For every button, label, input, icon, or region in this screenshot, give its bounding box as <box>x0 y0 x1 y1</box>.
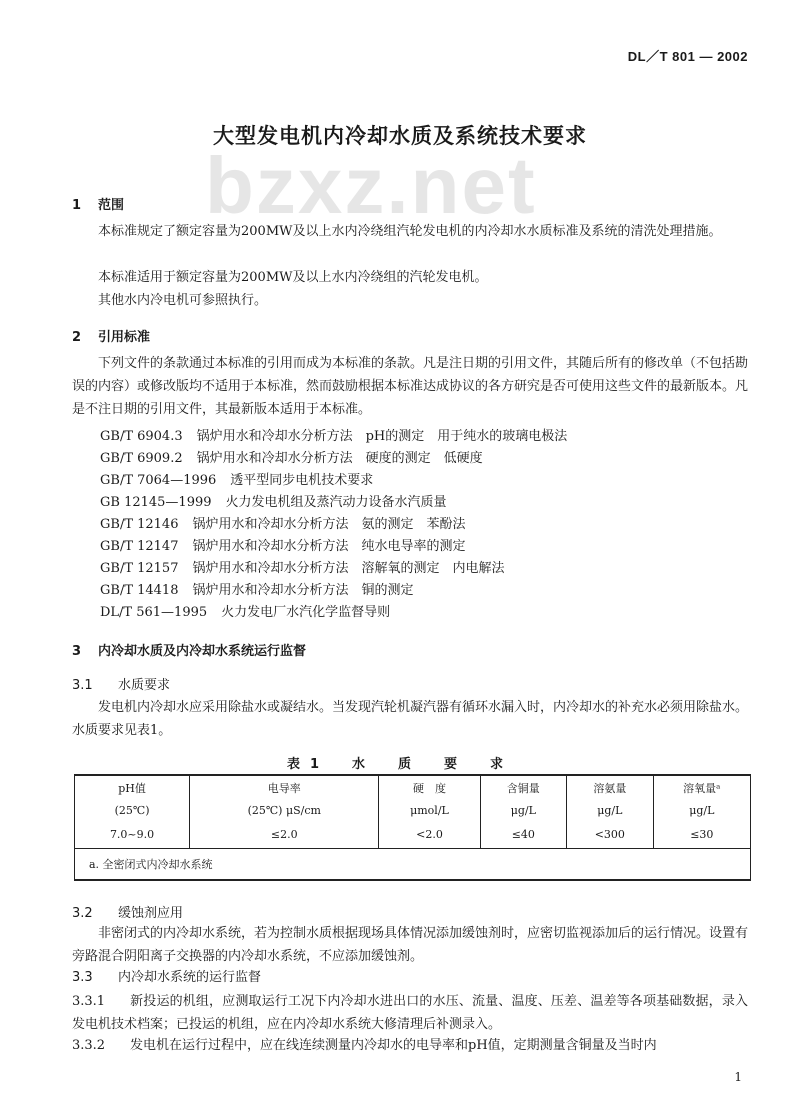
reference-item <box>100 470 373 492</box>
reference-item <box>100 448 483 470</box>
reference-code: DL/T 561—1995 <box>100 605 208 620</box>
column-header: 电导率 <box>190 775 379 800</box>
clause-3-3-2 <box>72 1034 748 1057</box>
section-1-paragraph-2: 本标准适用于额定容量为200MW及以上水内冷绕组的汽轮发电机。 <box>98 270 488 285</box>
reference-code: GB/T 6909.2 <box>100 451 183 466</box>
subsection-number: 3.1 <box>72 678 93 693</box>
reference-item <box>100 580 414 602</box>
subsection-3-1-text: 发电机内冷却水应采用除盐水或凝结水。当发现汽轮机凝汽器有循环水漏入时，内冷却水的补充水必须用除盐水。水质要求见表1。 <box>72 700 749 738</box>
subsection-title: 缓蚀剂应用 <box>118 906 184 921</box>
reference-name: 火力发电机组及蒸汽动力设备水汽质量 <box>225 495 447 510</box>
reference-code: GB/T 12147 <box>100 539 179 554</box>
column-unit: μg/L <box>567 800 654 820</box>
column-header: 溶氨量 <box>567 775 654 800</box>
column-unit: (25℃) μS/cm <box>190 800 379 820</box>
section-number: 3 <box>72 644 82 659</box>
reference-code: GB/T 12146 <box>100 517 179 532</box>
reference-name: 锅炉用水和冷却水分析方法 硬度的测定 低硬度 <box>196 451 483 466</box>
reference-name: 锅炉用水和冷却水分析方法 pH的测定 用于纯水的玻璃电极法 <box>196 429 568 444</box>
reference-item <box>100 536 466 558</box>
column-header: pH值 <box>75 775 190 800</box>
reference-item <box>100 602 390 624</box>
table-cell: ≤40 <box>480 820 567 849</box>
water-quality-table <box>74 774 751 881</box>
table-cell: ≤30 <box>653 820 750 849</box>
reference-item <box>100 558 505 580</box>
reference-code: GB/T 14418 <box>100 583 179 598</box>
column-unit: μg/L <box>653 800 750 820</box>
section-number: 1 <box>72 198 82 213</box>
table-cell: <300 <box>567 820 654 849</box>
section-2-heading <box>72 326 150 345</box>
column-header: 硬 度 <box>379 775 480 800</box>
reference-name: 锅炉用水和冷却水分析方法 纯水电导率的测定 <box>192 539 466 554</box>
clause-text: 新投运的机组，应测取运行工况下内冷却水进出口的水压、流量、温度、压差、温差等各项基础数据，录入发电机技术档案；已投运的机组，应在内冷却水系统大修清理后补测录入。 <box>72 994 748 1032</box>
reference-name: 火力发电厂水汽化学监督导则 <box>221 605 391 620</box>
table-note-row <box>75 849 751 881</box>
subsection-3-2-heading <box>72 902 183 921</box>
table-cell: <2.0 <box>379 820 480 849</box>
reference-name: 透平型同步电机技术要求 <box>230 473 374 488</box>
section-1-heading <box>72 194 124 213</box>
subsection-number: 3.3 <box>72 970 93 985</box>
reference-code: GB/T 6904.3 <box>100 429 183 444</box>
subsection-3-1-heading <box>72 674 170 693</box>
section-3-heading <box>72 640 306 659</box>
clause-3-3-1 <box>72 990 748 1036</box>
clause-number: 3.3.2 <box>72 1038 106 1053</box>
section-1-paragraph-3: 其他水内冷电机可参照执行。 <box>98 293 268 308</box>
subsection-3-3-heading <box>72 966 261 985</box>
reference-code: GB 12145—1999 <box>100 495 212 510</box>
section-title: 范围 <box>98 198 125 213</box>
column-unit: (25℃) <box>114 803 150 817</box>
subsection-title: 内冷却水系统的运行监督 <box>118 970 262 985</box>
reference-item <box>100 492 447 514</box>
table-footnote: a. 全密闭式内冷却水系统 <box>75 849 751 881</box>
subsection-title: 水质要求 <box>118 678 171 693</box>
column-unit: μmol/L <box>379 800 480 820</box>
document-title: 大型发电机内冷却水质及系统技术要求 <box>213 124 587 148</box>
table-cell: ≤2.0 <box>190 820 379 849</box>
reference-name: 锅炉用水和冷却水分析方法 氨的测定 苯酚法 <box>192 517 466 532</box>
section-title: 引用标准 <box>98 330 151 345</box>
section-1-paragraph-1: 本标准规定了额定容量为200MW及以上水内冷绕组汽轮发电机的内冷却水水质标准及系统的清洗处理措施。 <box>98 224 722 239</box>
subsection-number: 3.2 <box>72 906 93 921</box>
subsection-3-2-text: 非密闭式的内冷却水系统，若为控制水质根据现场具体情况添加缓蚀剂时，应密切监视添加后的运行情况。设置有旁路混合阴阳离子交换器的内冷却水系统，不应添加缓蚀剂。 <box>72 926 749 964</box>
table-value-row <box>75 820 751 849</box>
clause-text: 发电机在运行过程中，应在线连续测量内冷却水的电导率和pH值，定期测量含铜量及当时内 <box>130 1038 657 1053</box>
column-header: 溶氧量ᵃ <box>653 775 750 800</box>
column-unit: μg/L <box>480 800 567 820</box>
reference-item <box>100 426 567 448</box>
clause-number: 3.3.1 <box>72 994 106 1009</box>
page-number: 1 <box>734 1070 742 1084</box>
reference-code: GB/T 7064—1996 <box>100 473 217 488</box>
reference-code: GB/T 12157 <box>100 561 179 576</box>
section-number: 2 <box>72 330 82 345</box>
reference-name: 锅炉用水和冷却水分析方法 溶解氧的测定 内电解法 <box>192 561 505 576</box>
section-2-intro: 下列文件的条款通过本标准的引用而成为本标准的条款。凡是注日期的引用文件，其随后所有的修改单（不包括勘误的内容）或修改版均不适用于本标准，然而鼓励根据本标准达成协议的各方研究是否可使用这些文件的最新版本。凡是不注日期的引用文件，其最新版本适用于本标准。 <box>72 356 749 417</box>
watermark: bzxz.net <box>205 141 537 230</box>
reference-name: 锅炉用水和冷却水分析方法 铜的测定 <box>192 583 414 598</box>
reference-item <box>100 514 466 536</box>
section-title: 内冷却水质及内冷却水系统运行监督 <box>98 644 307 659</box>
table-caption: 表1 水 质 要 求 <box>286 757 514 772</box>
standard-code: DL／T 801 — 2002 <box>627 49 748 64</box>
table-unit-row <box>75 800 751 820</box>
table-cell: 7.0~9.0 <box>109 827 155 841</box>
table-header-row <box>75 775 751 800</box>
column-header: 含铜量 <box>480 775 567 800</box>
